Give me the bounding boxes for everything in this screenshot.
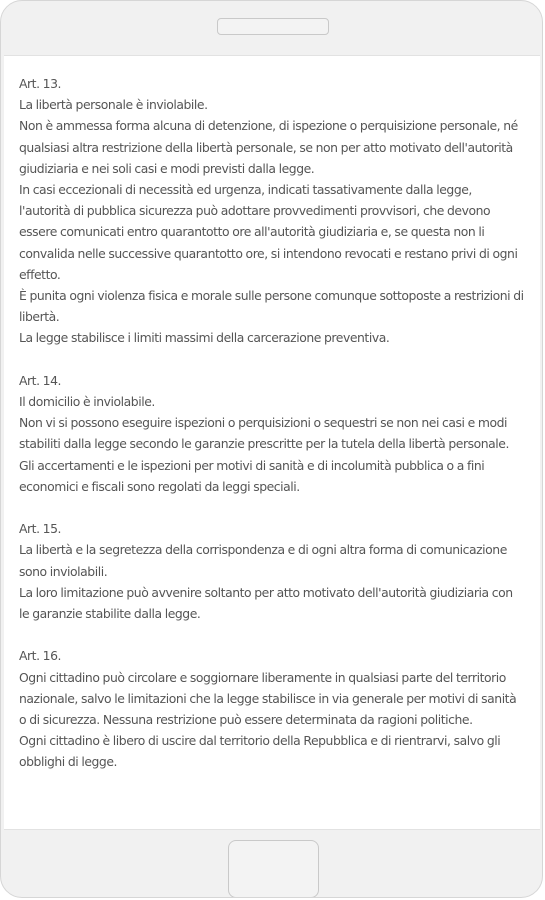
- article-paragraph: Non è ammessa forma alcuna di detenzione, di ispezione o perquisizione personale, né qualsiasi altra restrizione della libertà personale, se non per atto motivato dell'autorità giudiziaria e nei soli casi e modi previsti dalla legge.: [19, 118, 518, 176]
- article-title: Art. 13.: [19, 76, 62, 91]
- article-paragraph: La loro limitazione può avvenire soltanto per atto motivato dell'autorità giudiziaria con le garanzie stabilite dalla legge.: [19, 584, 513, 622]
- article-paragraph: È punita ogni violenza fisica e morale sulle persone comunque sottoposte a restrizioni di libertà.: [19, 288, 524, 325]
- article-13: [19, 73, 524, 349]
- article-paragraph: Gli accertamenti e le ispezioni per motivi di sanità e di incolumità pubblica o a fini economici e fiscali sono regolati da leggi speciali.: [19, 457, 485, 494]
- article-16: [19, 645, 524, 772]
- article-paragraph: La libertà e la segretezza della corrispondenza e di ogni altra forma di comunicazione sono inviolabili.: [19, 542, 507, 579]
- article-title: Art. 14.: [19, 372, 62, 388]
- article-paragraph: Non vi si possono eseguire ispezioni o perquisizioni o sequestri se non nei casi e modi stabiliti dalla legge secondo le garanzie prescritte per la tutela della libertà personale.: [19, 415, 509, 452]
- article-15: [19, 518, 524, 624]
- article-paragraph: La libertà personale è inviolabile.: [19, 97, 208, 113]
- article-14: [19, 370, 524, 497]
- home-button[interactable]: [228, 840, 319, 898]
- article-paragraph: La legge stabilisce i limiti massimi della carcerazione preventiva.: [19, 330, 390, 346]
- speaker-slot: [217, 18, 329, 35]
- article-title: Art. 15.: [19, 521, 62, 537]
- article-paragraph: Ogni cittadino può circolare e soggiornare liberamente in qualsiasi parte del territorio nazionale, salvo le limitazioni che la legge stabilisce in via generale per motivi di sanità o di sicurezza. Nessuna restrizione può essere determinata da ragioni politiche.: [19, 669, 517, 728]
- article-paragraph: Il domicilio è inviolabile.: [19, 394, 155, 410]
- article-paragraph: Ogni cittadino è libero di uscire dal territorio della Repubblica e di rientrarvi, salvo gli obblighi di legge.: [19, 733, 501, 770]
- article-paragraph: In casi eccezionali di necessità ed urgenza, indicati tassativamente dalla legge, l'autorità di pubblica sicurezza può adottare provvedimenti provvisori, che devono essere comunicati entro quarantotto ore all'autorità giudiziaria e, se questa non li convalida nelle successive quarantotto ore, si intendono revocati e restano privi di ogni effetto.: [19, 182, 518, 282]
- article-title: Art. 16.: [19, 648, 62, 664]
- screen-viewport[interactable]: [4, 55, 540, 830]
- article-text-content: [4, 56, 540, 773]
